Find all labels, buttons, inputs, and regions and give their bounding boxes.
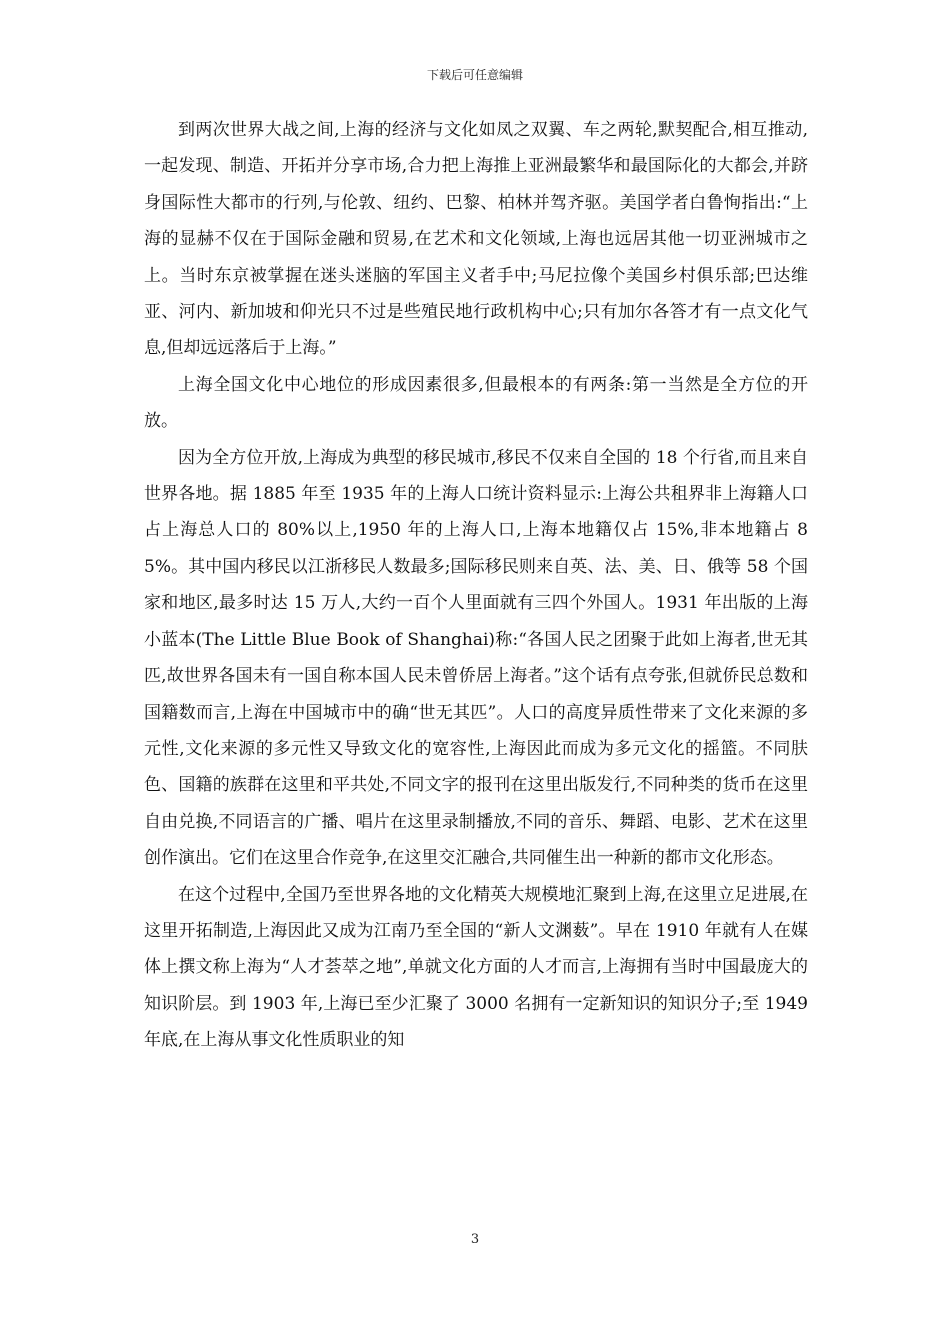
page-number: 3 [470,1232,480,1247]
paragraph: 因为全方位开放,上海成为典型的移民城市,移民不仅来自全国的 18 个行省,而且来自世界各地。据 1885 年至 1935 年的上海人口统计资料显示:上海公共租界非上海籍人口占上海总人口的 80%以上,1950 年的上海人口,上海本地籍仅占 15%,非本地籍占 85%。其中国内移民以江浙移民人数最多;国际移民则来自英、法、美、日、俄等 58 个国家和地区,最多时达 15 万人,大约一百个人里面就有三四个外国人。1931 年出版的上海小蓝本(The Little Blue Book of Shanghai)称:“各国人民之团聚于此如上海者,世无其匹,故世界各国未有一国自称本国人民未曾侨居上海者。”这个话有点夸张,但就侨民总数和国籍数而言,上海在中国城市中的确“世无其匹”。人口的高度异质性带来了文化来源的多元性,文化来源的多元性又导致文化的宽容性,上海因此而成为多元文化的摇篮。不同肤色、国籍的族群在这里和平共处,不同文字的报刊在这里出版发行,不同种类的货币在这里自由兑换,不同语言的广播、唱片在这里录制播放,不同的音乐、舞蹈、电影、艺术在这里创作演出。它们在这里合作竞争,在这里交汇融合,共同催生出一种新的都市文化形态。 [144,447,808,869]
paragraph: 上海全国文化中心地位的形成因素很多,但最根本的有两条:第一当然是全方位的开放。 [144,374,808,432]
document-body [144,112,808,1059]
page-header: 下载后可任意编辑 [426,68,523,82]
paragraph: 在这个过程中,全国乃至世界各地的文化精英大规模地汇聚到上海,在这里立足进展,在这里开拓制造,上海因此又成为江南乃至全国的“新人文渊薮”。早在 1910 年就有人在媒体上撰文称上海为“人才荟萃之地”,单就文化方面的人才而言,上海拥有当时中国最庞大的知识阶层。到 1903 年,上海已至少汇聚了 3000 名拥有一定新知识的知识分子;至 1949 年底,在上海从事文化性质职业的知 [144,884,808,1051]
paragraph: 到两次世界大战之间,上海的经济与文化如凤之双翼、车之两轮,默契配合,相互推动,一起发现、制造、开拓并分享市场,合力把上海推上亚洲最繁华和最国际化的大都会,并跻身国际性大都市的行列,与伦敦、纽约、巴黎、柏林并驾齐驱。美国学者白鲁恂指出:“上海的显赫不仅在于国际金融和贸易,在艺术和文化领域,上海也远居其他一切亚洲城市之上。当时东京被掌握在迷头迷脑的军国主义者手中;马尼拉像个美国乡村俱乐部;巴达维亚、河内、新加坡和仰光只不过是些殖民地行政机构中心;只有加尔各答才有一点文化气息,但却远远落后于上海。” [144,120,808,359]
